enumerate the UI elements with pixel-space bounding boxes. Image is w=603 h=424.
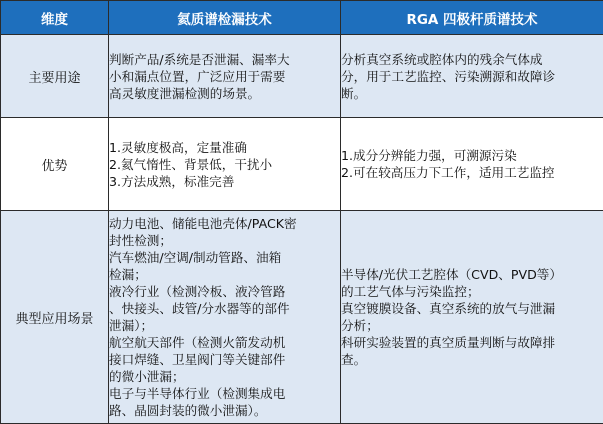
rga-cell [341, 211, 603, 424]
cell-line: 航空航天部件（检测火箭发动机 [109, 334, 340, 351]
cell-line: 3.方法成熟，标准完善 [109, 173, 340, 190]
cell-line: 分析； [341, 317, 603, 334]
cell-line: 汽车燃油/空调/制动管路、油箱 [109, 249, 340, 266]
table-row [1, 35, 603, 118]
cell-line: 电子与半导体行业（检测集成电 [109, 385, 340, 402]
cell-line: 分，用于工艺监控、污染溯源和故障诊 [341, 68, 603, 85]
cell-line: 2.可在较高压力下工作，适用工艺监控 [341, 164, 603, 181]
cell-line: 分析真空系统或腔体内的残余气体成 [341, 51, 603, 68]
cell-line: 接口焊缝、卫星阀门等关键部件 [109, 351, 340, 368]
header-rga-quadrupole-ms: RGA 四极杆质谱技术 [341, 1, 603, 35]
table-row [1, 211, 603, 424]
rga-cell [341, 35, 603, 118]
cell-line: 小和漏点位置，广泛应用于需要 [109, 68, 340, 85]
cell-line: 动力电池、储能电池壳体/PACK密 [109, 215, 340, 232]
cell-line: 1.灵敏度极高，定量准确 [109, 139, 340, 156]
cell-line: 半导体/光伏工艺腔体（CVD、PVD等） [341, 266, 603, 283]
helium-cell [109, 35, 341, 118]
cell-line: 科研实验装置的真空质量判断与故障排 [341, 334, 603, 351]
row-dimension: 主要用途 [1, 35, 109, 118]
cell-line: 2.氦气惰性、背景低，干扰小 [109, 156, 340, 173]
cell-line: 、快接头、歧管/分水器等的部件 [109, 300, 340, 317]
cell-line: 的微小泄漏； [109, 368, 340, 385]
cell-line: 封性检测； [109, 232, 340, 249]
header-row [1, 1, 603, 35]
header-helium-leak-detection: 氦质谱检漏技术 [109, 1, 341, 35]
cell-line: 泄漏）； [109, 317, 340, 334]
cell-line: 检漏； [109, 266, 340, 283]
cell-line: 路、晶圆封装的微小泄漏）。 [109, 402, 340, 419]
cell-line: 液冷行业（检测冷板、液冷管路 [109, 283, 340, 300]
cell-line: 查。 [341, 351, 603, 368]
row-dimension: 典型应用场景 [1, 211, 109, 424]
cell-line: 断。 [341, 85, 603, 102]
cell-line: 判断产品/系统是否泄漏、漏率大 [109, 51, 340, 68]
cell-line: 真空镀膜设备、真空系统的放气与泄漏 [341, 300, 603, 317]
table-row [1, 118, 603, 211]
header-dimension: 维度 [1, 1, 109, 35]
helium-cell [109, 211, 341, 424]
rga-cell [341, 118, 603, 211]
row-dimension: 优势 [1, 118, 109, 211]
helium-cell [109, 118, 341, 211]
cell-line: 高灵敏度泄漏检测的场景。 [109, 85, 340, 102]
cell-line: 1.成分分辨能力强，可溯源污染 [341, 147, 603, 164]
cell-line: 的工艺气体与污染监控； [341, 283, 603, 300]
